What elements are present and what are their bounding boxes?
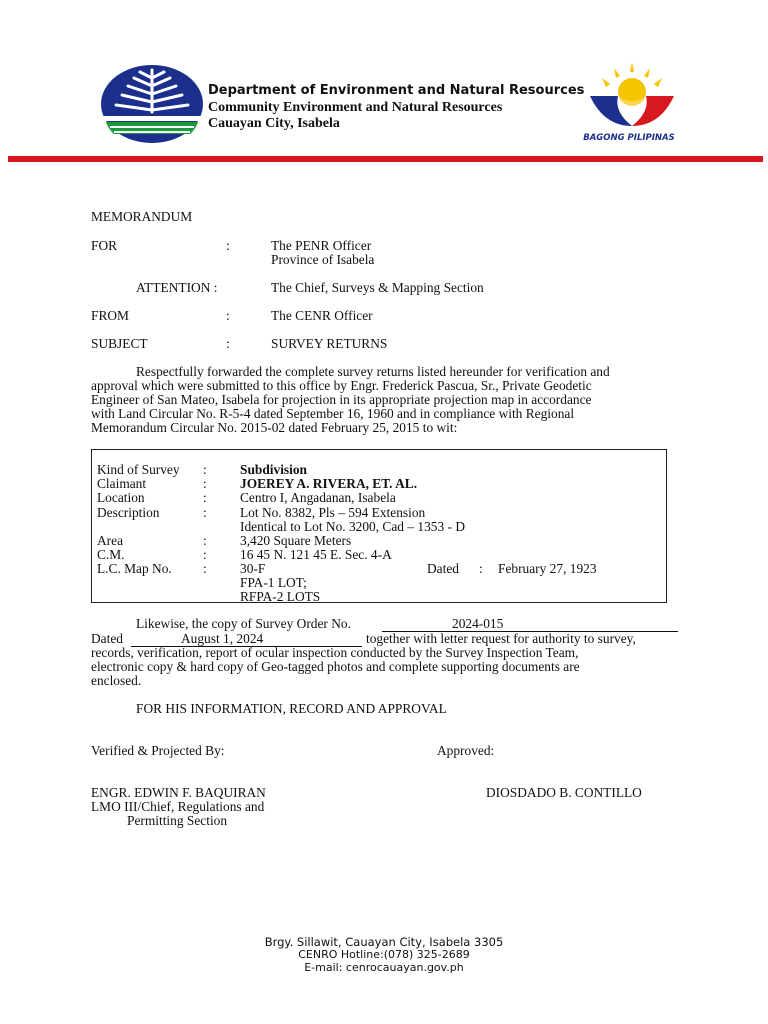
description-value-2: Identical to Lot No. 3200, Cad – 1353 - D (240, 519, 465, 534)
location-label: Location (97, 490, 145, 505)
footer-address: Brgy. Sillawit, Cauayan City, Isabela 3305 (264, 935, 504, 949)
cm-label: C.M. (97, 547, 125, 562)
description-value-1: Lot No. 8382, Pls – 594 Extension (240, 505, 426, 520)
bagong-pilipinas-logo (584, 62, 680, 134)
area-colon: : (203, 533, 207, 548)
para1-line2: approval which were submitted to this office by Engr. Frederick Pascua, Sr., Private Geodetic (91, 378, 592, 393)
from-value: The CENR Officer (271, 308, 373, 323)
survey-order-no: 2024-015 (452, 616, 504, 631)
cm-colon: : (203, 547, 207, 562)
footer-email: E-mail: cenrocauayan.gov.ph (304, 961, 464, 974)
right-signatory-name: DIOSDADO B. CONTILLO (486, 785, 642, 800)
location-value: Centro I, Angadanan, Isabela (240, 490, 396, 505)
header-office: Community Environment and Natural Resources (208, 100, 503, 115)
para1-line1: Respectfully forwarded the complete survey returns listed hereunder for verification and (136, 364, 610, 379)
para2-line4: electronic copy & hard copy of Geo-tagged photos and complete supporting documents are (91, 659, 580, 674)
lc-colon: : (203, 561, 207, 576)
subject-label: SUBJECT (91, 336, 148, 351)
dated-label: Dated (91, 631, 123, 646)
header-city: Cauayan City, Isabela (208, 116, 340, 131)
location-colon: : (203, 490, 207, 505)
attention-value: The Chief, Surveys & Mapping Section (271, 280, 484, 295)
para2-prefix: Likewise, the copy of Survey Order No. (136, 616, 351, 631)
lc-label: L.C. Map No. (97, 561, 172, 576)
attention-label: ATTENTION : (136, 280, 218, 295)
closing-line: FOR HIS INFORMATION, RECORD AND APPROVAL (136, 701, 447, 716)
para1-line4: with Land Circular No. R-5-4 dated September 16, 1960 and in compliance with Regional (91, 406, 575, 421)
footer-hotline: CENRO Hotline:(078) 325-2689 (298, 948, 470, 961)
for-value-line2: Province of Isabela (271, 252, 375, 267)
claimant-colon: : (203, 476, 207, 491)
fpa-lot: FPA-1 LOT; (240, 575, 307, 590)
lc-dated-label: Dated (427, 561, 459, 576)
bagong-pilipinas-text: BAGONG PILIPINAS (583, 133, 675, 143)
claimant-value: JOEREY A. RIVERA, ET. AL. (240, 476, 418, 491)
lc-value: 30-F (240, 561, 266, 576)
left-signatory-title-2: Permitting Section (127, 813, 228, 828)
cm-value: 16 45 N. 121 45 E. Sec. 4-A (240, 547, 392, 562)
left-signatory-name: ENGR. EDWIN F. BAQUIRAN (91, 785, 266, 800)
subject-value: SURVEY RETURNS (271, 336, 388, 351)
para2-line5: enclosed. (91, 673, 142, 688)
description-colon: : (203, 505, 207, 520)
lc-dated-colon: : (479, 561, 483, 576)
claimant-label: Claimant (97, 476, 147, 491)
left-signatory-title-1: LMO III/Chief, Regulations and (91, 799, 265, 814)
from-label: FROM (91, 308, 129, 323)
survey-order-field (382, 616, 678, 632)
lc-dated-value: February 27, 1923 (498, 561, 597, 576)
header-department: Department of Environment and Natural Resources (208, 83, 585, 98)
kind-colon: : (203, 462, 207, 477)
para2-rest1: together with letter request for authority to survey, (366, 631, 636, 646)
memo-title: MEMORANDUM (91, 209, 193, 224)
rfpa-lots: RFPA-2 LOTS (240, 589, 321, 604)
for-colon: : (226, 238, 230, 253)
description-label: Description (97, 505, 160, 520)
verified-label: Verified & Projected By: (91, 743, 225, 758)
kind-label: Kind of Survey (97, 462, 180, 477)
kind-value: Subdivision (240, 462, 307, 477)
from-colon: : (226, 308, 230, 323)
approved-label: Approved: (437, 743, 495, 758)
for-label: FOR (91, 238, 118, 253)
para2-line3: records, verification, report of ocular inspection conducted by the Survey Inspection Team, (91, 645, 579, 660)
dated-value: August 1, 2024 (181, 631, 264, 646)
header-divider (8, 156, 763, 162)
area-value: 3,420 Square Meters (240, 533, 352, 548)
subject-colon: : (226, 336, 230, 351)
area-label: Area (97, 533, 124, 548)
denr-logo (100, 64, 204, 144)
para1-line5: Memorandum Circular No. 2015-02 dated February 25, 2015 to wit: (91, 420, 458, 435)
para1-line3: Engineer of San Mateo, Isabela for projection in its appropriate projection map in accordance (91, 392, 592, 407)
for-value-line1: The PENR Officer (271, 238, 372, 253)
